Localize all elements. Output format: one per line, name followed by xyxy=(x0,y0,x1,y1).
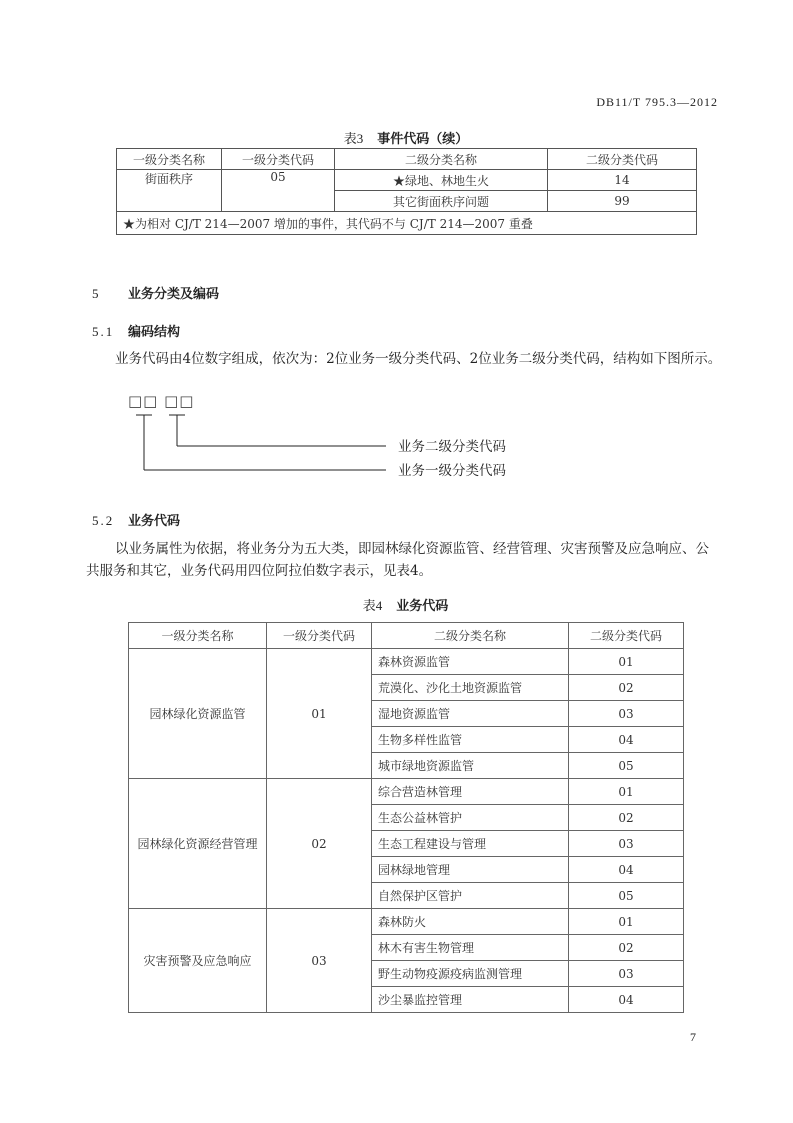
table4-group-code: 01 xyxy=(267,649,372,779)
table4-item-name: 综合营造林管理 xyxy=(372,779,569,805)
table4-item-code: 01 xyxy=(569,909,684,935)
table3-item-code: 14 xyxy=(548,170,697,191)
table4-item-name: 园林绿地管理 xyxy=(372,857,569,883)
table-row xyxy=(129,779,684,805)
table3-caption-number: 表3 xyxy=(343,131,364,146)
table-row xyxy=(129,649,684,675)
table4-item-code: 03 xyxy=(569,961,684,987)
table4-group-name: 园林绿化资源经营管理 xyxy=(129,779,267,909)
table-row xyxy=(117,170,697,191)
code-boxes: □□ □□ xyxy=(128,392,195,410)
section-number: 5.2 xyxy=(92,513,115,528)
table4-item-code: 02 xyxy=(569,675,684,701)
table4-item-name: 森林资源监管 xyxy=(372,649,569,675)
table4-item-name: 自然保护区管护 xyxy=(372,883,569,909)
section-5-2-heading xyxy=(92,510,180,529)
table4-item-name: 城市绿地资源监管 xyxy=(372,753,569,779)
table4-group-code: 03 xyxy=(267,909,372,1013)
table4-group-code: 02 xyxy=(267,779,372,909)
table4-item-name: 生物多样性监管 xyxy=(372,727,569,753)
table4-item-code: 04 xyxy=(569,857,684,883)
encoding-structure-diagram xyxy=(128,392,528,482)
section-number: 5 xyxy=(92,286,101,301)
table3-group-name: 街面秩序 xyxy=(117,170,222,212)
table4-header-cell: 一级分类名称 xyxy=(129,623,267,649)
section-5-1-paragraph: 业务代码由4位数字组成，依次为：2位业务一级分类代码、2位业务二级分类代码，结构如下图所示。 xyxy=(115,351,722,367)
table4-item-code: 02 xyxy=(569,805,684,831)
table3-caption xyxy=(116,128,696,147)
table4-item-code: 03 xyxy=(569,831,684,857)
document-number: DB11/T 795.3—2012 xyxy=(596,95,718,109)
section-number: 5.1 xyxy=(92,324,115,339)
table3-note: ★为相对 CJ/T 214—2007 增加的事件，其代码不与 CJ/T 214—2007 重叠 xyxy=(117,212,697,235)
table3-header-cell: 一级分类代码 xyxy=(222,149,335,170)
table3-note-row xyxy=(117,212,697,235)
section-title: 业务分类及编码 xyxy=(128,287,220,302)
table4-item-code: 01 xyxy=(569,779,684,805)
table4-item-code: 01 xyxy=(569,649,684,675)
table4-item-name: 荒漠化、沙化土地资源监管 xyxy=(372,675,569,701)
table3-header-cell: 一级分类名称 xyxy=(117,149,222,170)
table4-item-code: 05 xyxy=(569,753,684,779)
table4-item-name: 林木有害生物管理 xyxy=(372,935,569,961)
table3 xyxy=(116,148,697,235)
table4-item-code: 05 xyxy=(569,883,684,909)
table3-header-row xyxy=(117,149,697,170)
table3-item-name: ★绿地、林地生火 xyxy=(335,170,548,191)
table-row xyxy=(129,909,684,935)
section-5-heading xyxy=(92,283,219,302)
table4-item-name: 生态工程建设与管理 xyxy=(372,831,569,857)
page-number: 7 xyxy=(690,1030,696,1044)
table3-caption-title: 事件代码（续） xyxy=(377,132,469,147)
table4 xyxy=(128,622,684,1013)
table4-item-name: 森林防火 xyxy=(372,909,569,935)
table3-item-name: 其它街面秩序问题 xyxy=(335,191,548,212)
table4-item-name: 沙尘暴监控管理 xyxy=(372,987,569,1013)
second-level-label: 业务二级分类代码 xyxy=(398,439,506,455)
table4-group-name: 灾害预警及应急响应 xyxy=(129,909,267,1013)
table4-item-code: 02 xyxy=(569,935,684,961)
table4-header-row xyxy=(129,623,684,649)
table4-item-code: 04 xyxy=(569,727,684,753)
table3-header-cell: 二级分类名称 xyxy=(335,149,548,170)
table4-caption xyxy=(128,595,683,614)
table4-group-name: 园林绿化资源监管 xyxy=(129,649,267,779)
diagram-lines xyxy=(128,392,388,482)
first-level-label: 业务一级分类代码 xyxy=(398,463,506,479)
table4-header-cell: 一级分类代码 xyxy=(267,623,372,649)
table3-item-code: 99 xyxy=(548,191,697,212)
section-5-1-heading xyxy=(92,321,180,340)
table3-group-code: 05 xyxy=(222,170,335,212)
table4-caption-number: 表4 xyxy=(362,598,383,613)
section-title: 编码结构 xyxy=(128,325,181,340)
table4-item-code: 04 xyxy=(569,987,684,1013)
table4-item-code: 03 xyxy=(569,701,684,727)
table3-header-cell: 二级分类代码 xyxy=(548,149,697,170)
table4-header-cell: 二级分类名称 xyxy=(372,623,569,649)
table4-item-name: 野生动物疫源疫病监测管理 xyxy=(372,961,569,987)
table4-header-cell: 二级分类代码 xyxy=(569,623,684,649)
table4-item-name: 湿地资源监管 xyxy=(372,701,569,727)
section-title: 业务代码 xyxy=(128,514,181,529)
table4-caption-title: 业务代码 xyxy=(396,599,449,614)
table4-item-name: 生态公益林管护 xyxy=(372,805,569,831)
section-5-2-paragraph: 以业务属性为依据，将业务分为五大类，即园林绿化资源监管、经营管理、灾害预警及应急响应、公共服务和其它，业务代码用四位阿拉伯数字表示，见表4。 xyxy=(86,541,709,579)
